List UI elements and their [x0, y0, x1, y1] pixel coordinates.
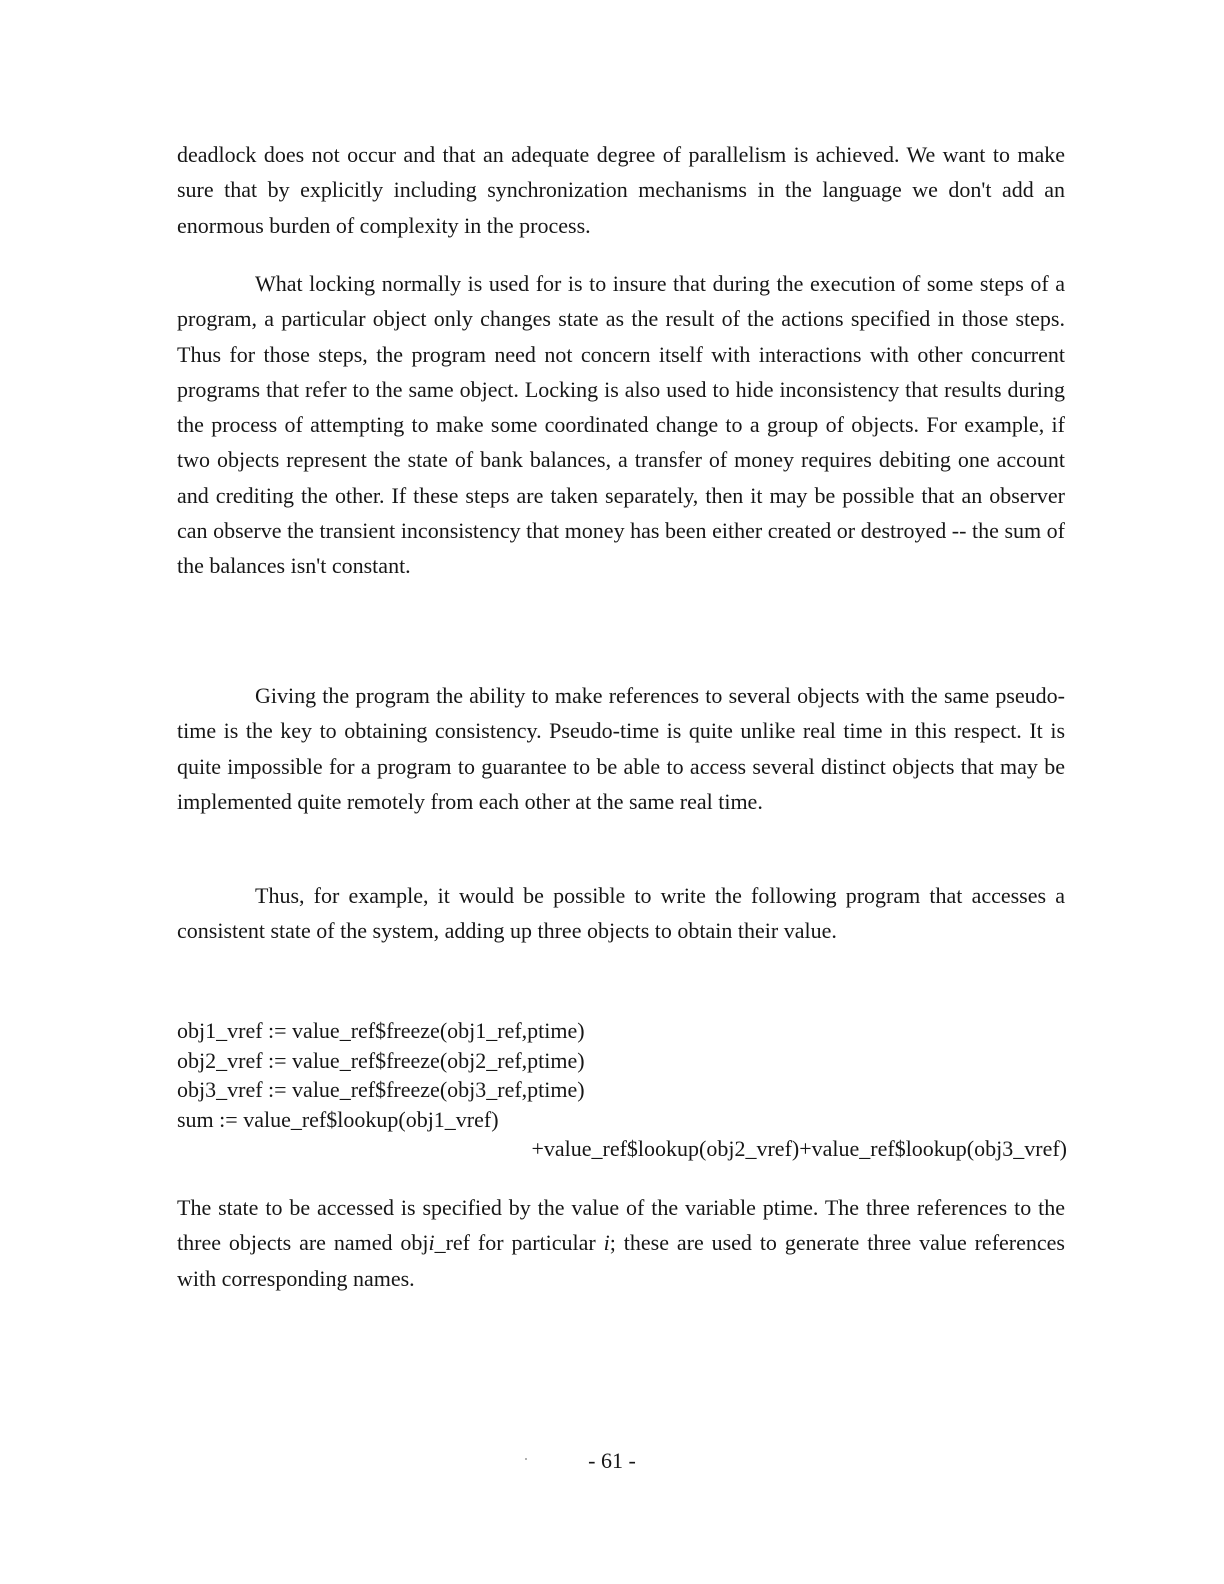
p5-text-1: The state to be accessed is specified by the value of the variable ptime. The three references to the three objects are named obj: [177, 1195, 1065, 1256]
p5-italic-i-2: i: [603, 1230, 610, 1256]
code-line-1: obj1_vref := value_ref$freeze(obj1_ref,ptime): [177, 1018, 585, 1043]
code-line-5: +value_ref$lookup(obj2_vref)+value_ref$lookup(obj3_vref): [531, 1136, 1067, 1161]
p5-text-3: ; these are used to generate three value references with corresponding names.: [177, 1230, 1065, 1291]
code-line-3: obj3_vref := value_ref$freeze(obj3_ref,ptime): [177, 1077, 585, 1102]
paragraph-state-explanation: [177, 1190, 1065, 1296]
p5-text-2: _ref for particular: [434, 1230, 604, 1256]
code-block: [177, 1016, 1067, 1164]
paragraph-example-intro: Thus, for example, it would be possible to write the following program that accesses a consistent state of the system, adding up three objects to obtain their value.: [177, 883, 1065, 944]
p5-italic-i: i: [428, 1230, 435, 1256]
paragraph-deadlock: deadlock does not occur and that an adequate degree of parallelism is achieved. We want to make sure that by explicitly including synchronization mechanisms in the language we don't add an enormous burden of complexity in the process.: [177, 142, 1065, 238]
paragraph-pseudo-time: Giving the program the ability to make references to several objects with the same pseudo-time is the key to obtaining consistency. Pseudo-time is quite unlike real time in this respect. It is quite impossible for a program to guarantee to be able to access several distinct objects that may be implemented quite remotely from each other at the same real time.: [177, 683, 1065, 814]
code-line-2: obj2_vref := value_ref$freeze(obj2_ref,ptime): [177, 1047, 585, 1073]
code-line-4: sum := value_ref$lookup(obj1_vref): [177, 1106, 499, 1132]
page-number: - 61 -: [588, 1448, 636, 1473]
paragraph-locking: What locking normally is used for is to insure that during the execution of some steps of a program, a particular object only changes state as the result of the actions specified in those steps. Thus for those steps, the program need not concern itself with interactions with other concurrent programs that refer to the same object. Locking is also used to hide inconsistency that results during the process of attempting to make some coordinated change to a group of objects. For example, if two objects represent the state of bank balances, a transfer of money requires debiting one account and crediting the other. If these steps are taken separately, then it may be possible that an observer can observe the transient inconsistency that money has been either created or destroyed -- the sum of the balances isn't constant.: [177, 271, 1065, 579]
